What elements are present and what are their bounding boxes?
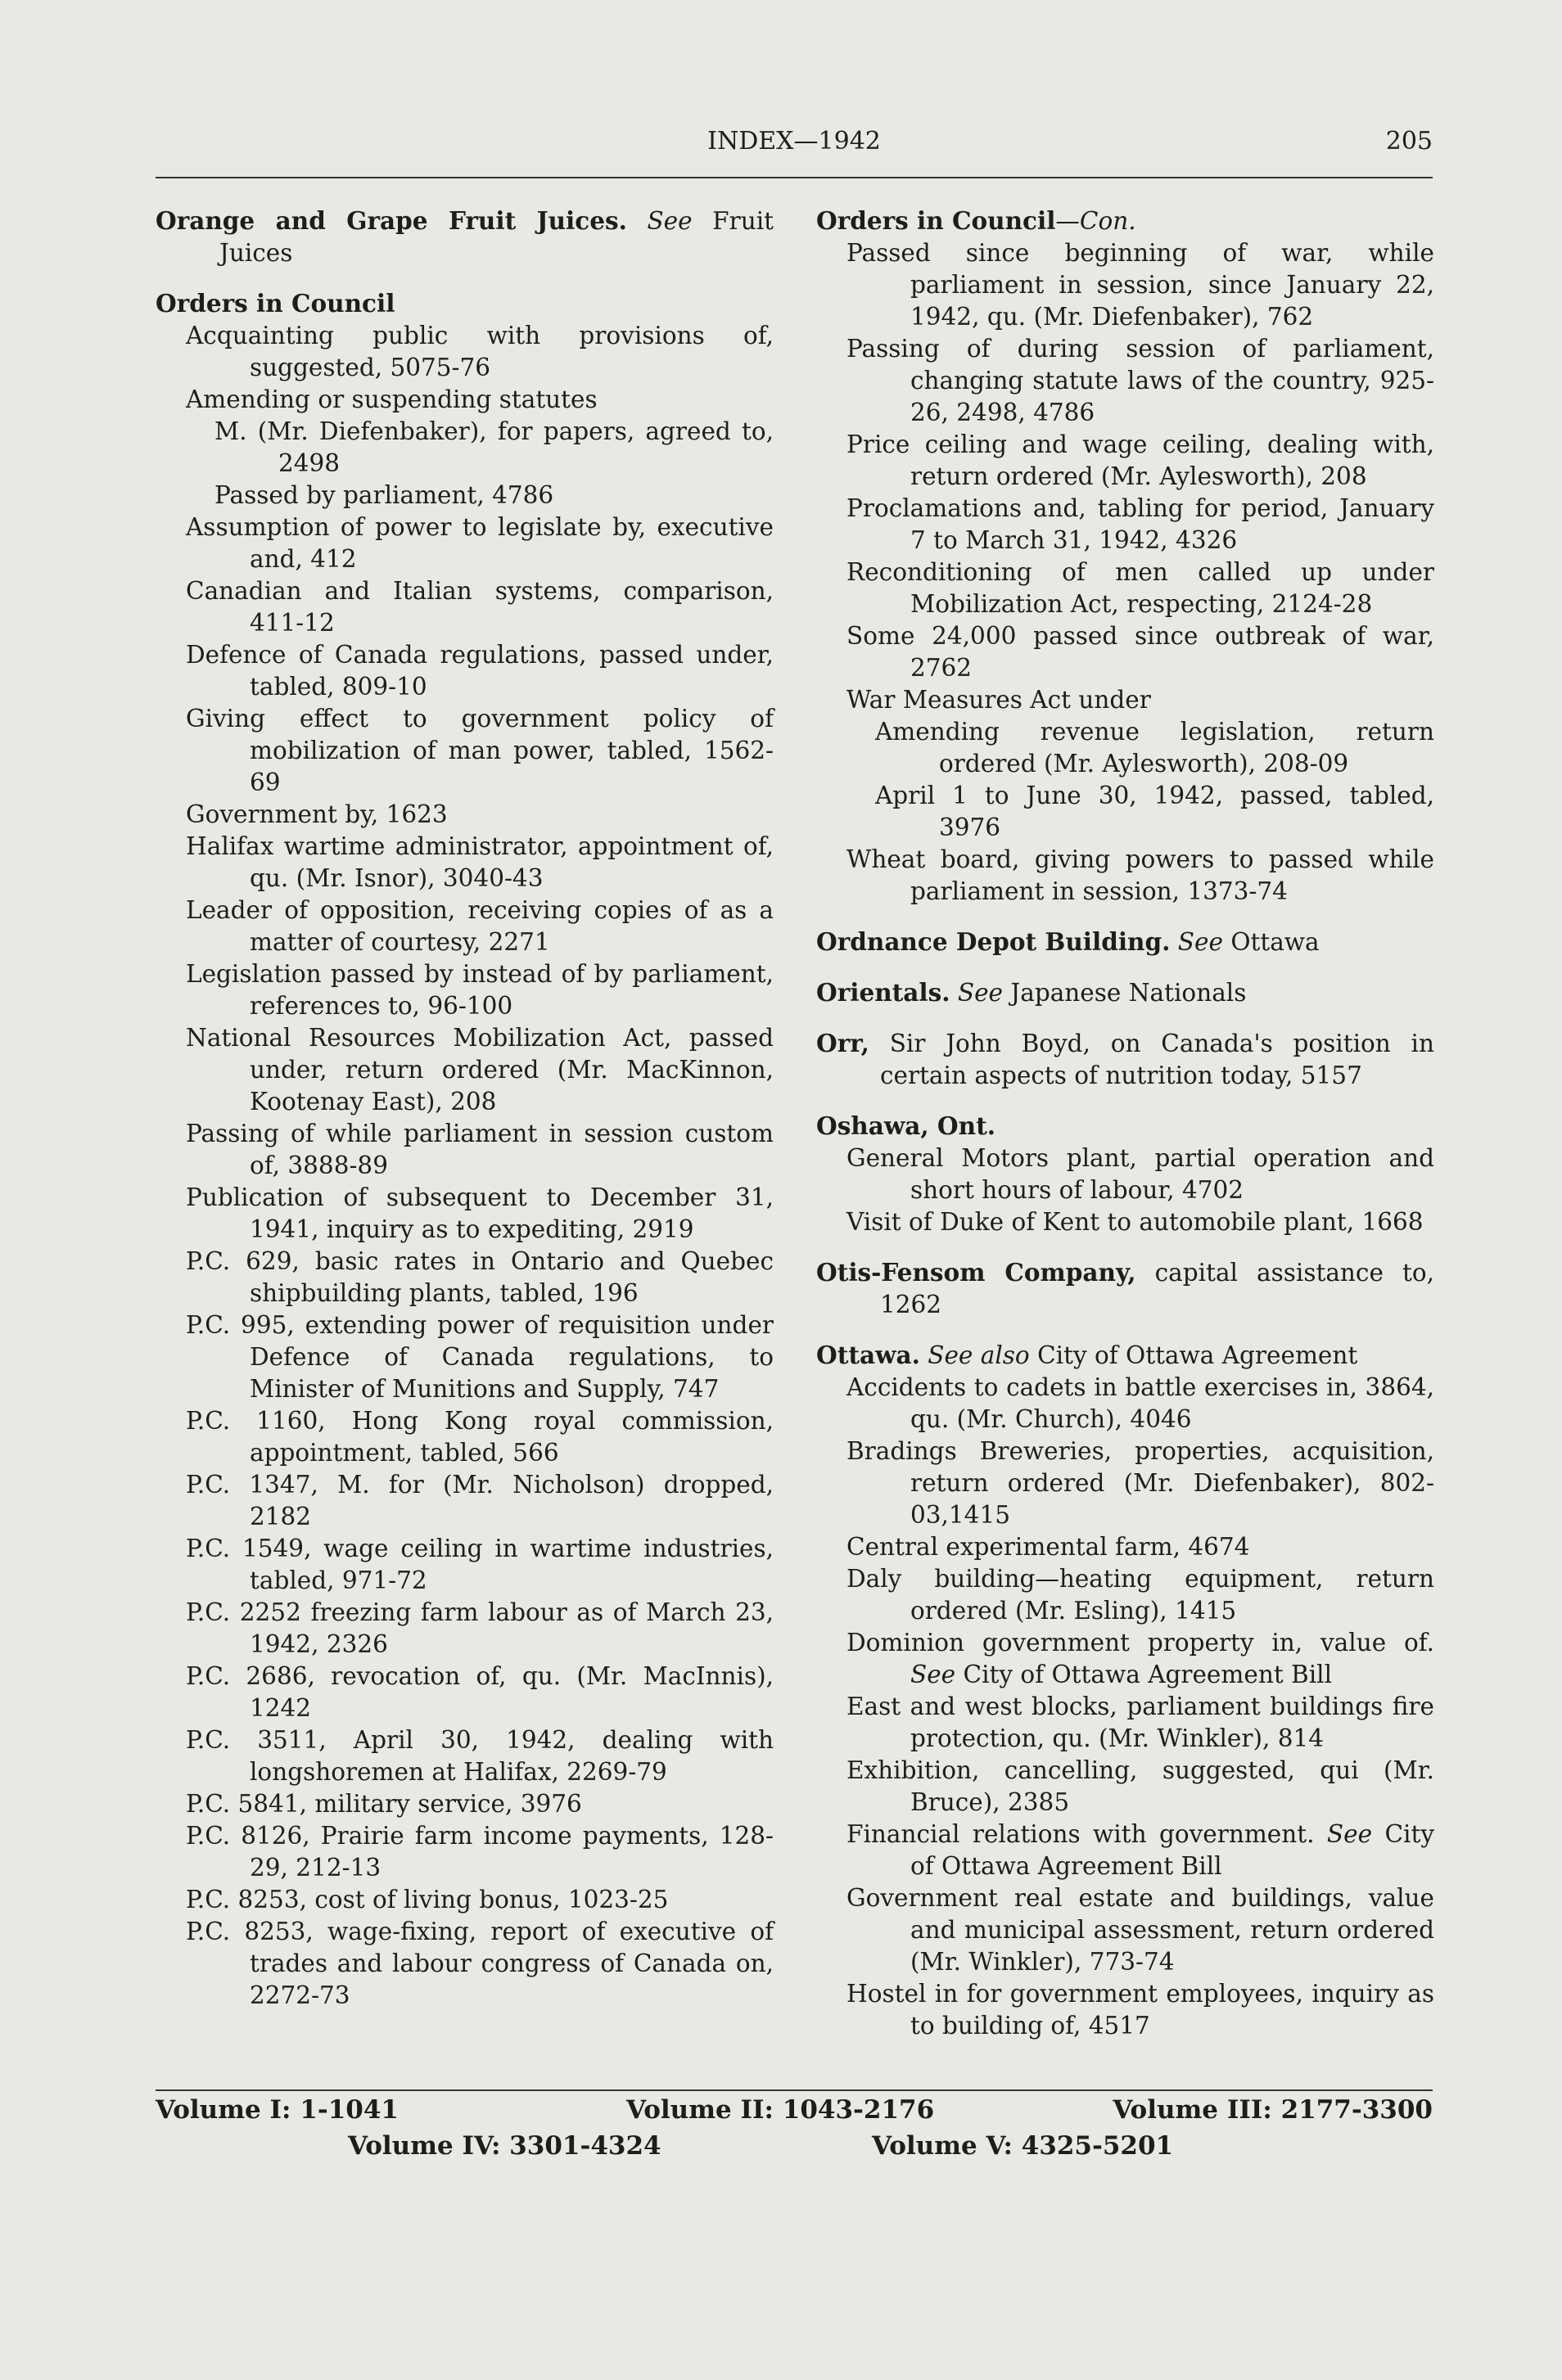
index-entry: P.C. 1160, Hong Kong royal commission, appointment, tabled, 566	[186, 1407, 774, 1467]
index-subentry: Passed by parliament, 4786	[214, 481, 554, 509]
index-entry: Government real estate and buildings, value and municipal assessment, return ordered (Mr. Winkler), 773-74	[846, 1884, 1434, 1976]
index-entry: Wheat board, giving powers to passed while parliament in session, 1373-74	[846, 845, 1434, 905]
index-entry: Visit of Duke of Kent to automobile plant, 1668	[846, 1208, 1424, 1236]
index-entry: Legislation passed by instead of by parliament, references to, 96-100	[186, 960, 774, 1020]
index-heading: Orders in Council	[156, 289, 395, 318]
index-entry: Accidents to cadets in battle exercises in, 3864, qu. (Mr. Church), 4046	[846, 1373, 1434, 1433]
left-column	[156, 205, 774, 2012]
index-entry: P.C. 629, basic rates in Ontario and Quebec shipbuilding plants, tabled, 196	[186, 1247, 774, 1307]
volume-5-range: Volume V: 4325-5201	[872, 2131, 1174, 2161]
index-entry: Leader of opposition, receiving copies of as a matter of courtesy, 2271	[186, 896, 774, 956]
index-heading: Orr, Sir John Boyd, on Canada's position in certain aspects of nutrition today, 5157	[816, 1029, 1434, 1089]
index-subentry: M. (Mr. Diefenbaker), for papers, agreed to, 2498	[214, 417, 774, 477]
page-number: 205	[1385, 127, 1433, 156]
index-heading: Oshawa, Ont.	[816, 1111, 995, 1140]
index-heading: Orientals. See Japanese Nationals	[816, 978, 1247, 1007]
index-entry: Proclamations and, tabling for period, January 7 to March 31, 1942, 4326	[846, 494, 1434, 554]
index-subentry: Amending revenue legislation, return ordered (Mr. Aylesworth), 208-09	[875, 718, 1434, 778]
page-title: INDEX—1942	[707, 127, 881, 156]
index-entry: General Motors plant, partial operation and short hours of labour, 4702	[846, 1144, 1434, 1204]
index-entry: P.C. 1549, wage ceiling in wartime industries, tabled, 971-72	[186, 1535, 774, 1594]
index-entry: War Measures Act under	[846, 686, 1151, 714]
index-entry: Government by, 1623	[186, 800, 448, 828]
index-entry: Defence of Canada regulations, passed under, tabled, 809-10	[186, 641, 774, 701]
index-entry: Canadian and Italian systems, comparison, 411-12	[186, 577, 774, 637]
volume-footer	[156, 2095, 1433, 2167]
index-entry: P.C. 5841, military service, 3976	[186, 1790, 582, 1818]
index-entry: P.C. 995, extending power of requisition under Defence of Canada regulations, to Minister of Munitions and Supply, 747	[186, 1311, 774, 1403]
index-entry: Passed since beginning of war, while parliament in session, since January 22, 1942, qu. (Mr. Diefenbaker), 762	[846, 239, 1434, 331]
index-heading: Ottawa. See also City of Ottawa Agreement	[816, 1341, 1358, 1369]
index-entry: P.C. 8253, wage-fixing, report of executive of trades and labour congress of Canada on, 2272-73	[186, 1918, 774, 2009]
index-entry: P.C. 2686, revocation of, qu. (Mr. MacInnis), 1242	[186, 1662, 774, 1722]
volume-2-range: Volume II: 1043-2176	[626, 2095, 935, 2125]
volume-4-range: Volume IV: 3301-4324	[348, 2131, 661, 2161]
index-entry: P.C. 8126, Prairie farm income payments, 128-29, 212-13	[186, 1822, 774, 1882]
index-entry: National Resources Mobilization Act, passed under, return ordered (Mr. MacKinnon, Kootenay East), 208	[186, 1024, 774, 1116]
index-entry: P.C. 8253, cost of living bonus, 1023-25	[186, 1886, 669, 1913]
index-entry: Acquainting public with provisions of, suggested, 5075-76	[186, 322, 774, 381]
page-header	[156, 127, 1433, 168]
index-heading: Orange and Grape Fruit Juices. See Fruit Juices	[156, 206, 774, 267]
index-entry: Dominion government property in, value of. See City of Ottawa Agreement Bill	[846, 1629, 1434, 1688]
index-entry: Reconditioning of men called up under Mobilization Act, respecting, 2124-28	[846, 558, 1434, 618]
index-heading: Ordnance Depot Building. See Ottawa	[816, 927, 1320, 956]
volume-3-range: Volume III: 2177-3300	[1113, 2095, 1433, 2125]
footer-rule	[156, 2089, 1433, 2091]
index-entry: P.C. 1347, M. for (Mr. Nicholson) dropped, 2182	[186, 1471, 774, 1530]
index-entry: Passing of while parliament in session custom of, 3888-89	[186, 1120, 774, 1179]
index-entry: Daly building—heating equipment, return ordered (Mr. Esling), 1415	[846, 1565, 1434, 1625]
index-entry: P.C. 3511, April 30, 1942, dealing with longshoremen at Halifax, 2269-79	[186, 1726, 774, 1786]
index-entry: Assumption of power to legislate by, executive and, 412	[186, 513, 774, 573]
index-entry: Giving effect to government policy of mobilization of man power, tabled, 1562-69	[186, 705, 774, 796]
index-entry: Exhibition, cancelling, suggested, qui (Mr. Bruce), 2385	[846, 1756, 1434, 1816]
index-entry: Passing of during session of parliament, changing statute laws of the country, 925-26, 2498, 4786	[846, 335, 1434, 426]
index-entry: Central experimental farm, 4674	[846, 1533, 1250, 1561]
index-entry: East and west blocks, parliament buildings fire protection, qu. (Mr. Winkler), 814	[846, 1693, 1434, 1752]
index-entry: Price ceiling and wage ceiling, dealing with, return ordered (Mr. Aylesworth), 208	[846, 430, 1434, 490]
header-rule	[156, 177, 1433, 178]
index-entry: Financial relations with government. See City of Ottawa Agreement Bill	[846, 1820, 1434, 1880]
right-column	[816, 205, 1434, 2042]
index-entry: Bradings Breweries, properties, acquisition, return ordered (Mr. Diefenbaker), 802-03,1415	[846, 1437, 1434, 1529]
index-entry: Halifax wartime administrator, appointment of, qu. (Mr. Isnor), 3040-43	[186, 832, 774, 892]
index-subentry: April 1 to June 30, 1942, passed, tabled, 3976	[875, 782, 1434, 841]
index-entry: Publication of subsequent to December 31, 1941, inquiry as to expediting, 2919	[186, 1183, 774, 1243]
index-entry: P.C. 2252 freezing farm labour as of March 23, 1942, 2326	[186, 1598, 774, 1658]
index-entry: Some 24,000 passed since outbreak of war, 2762	[846, 622, 1434, 682]
index-heading: Otis-Fensom Company, capital assistance to, 1262	[816, 1258, 1434, 1318]
index-entry: Amending or suspending statutes	[186, 385, 598, 413]
index-entry: Hostel in for government employees, inquiry as to building of, 4517	[846, 1980, 1434, 2040]
volume-1-range: Volume I: 1-1041	[156, 2095, 399, 2125]
index-heading: Orders in Council—Con.	[816, 206, 1136, 235]
